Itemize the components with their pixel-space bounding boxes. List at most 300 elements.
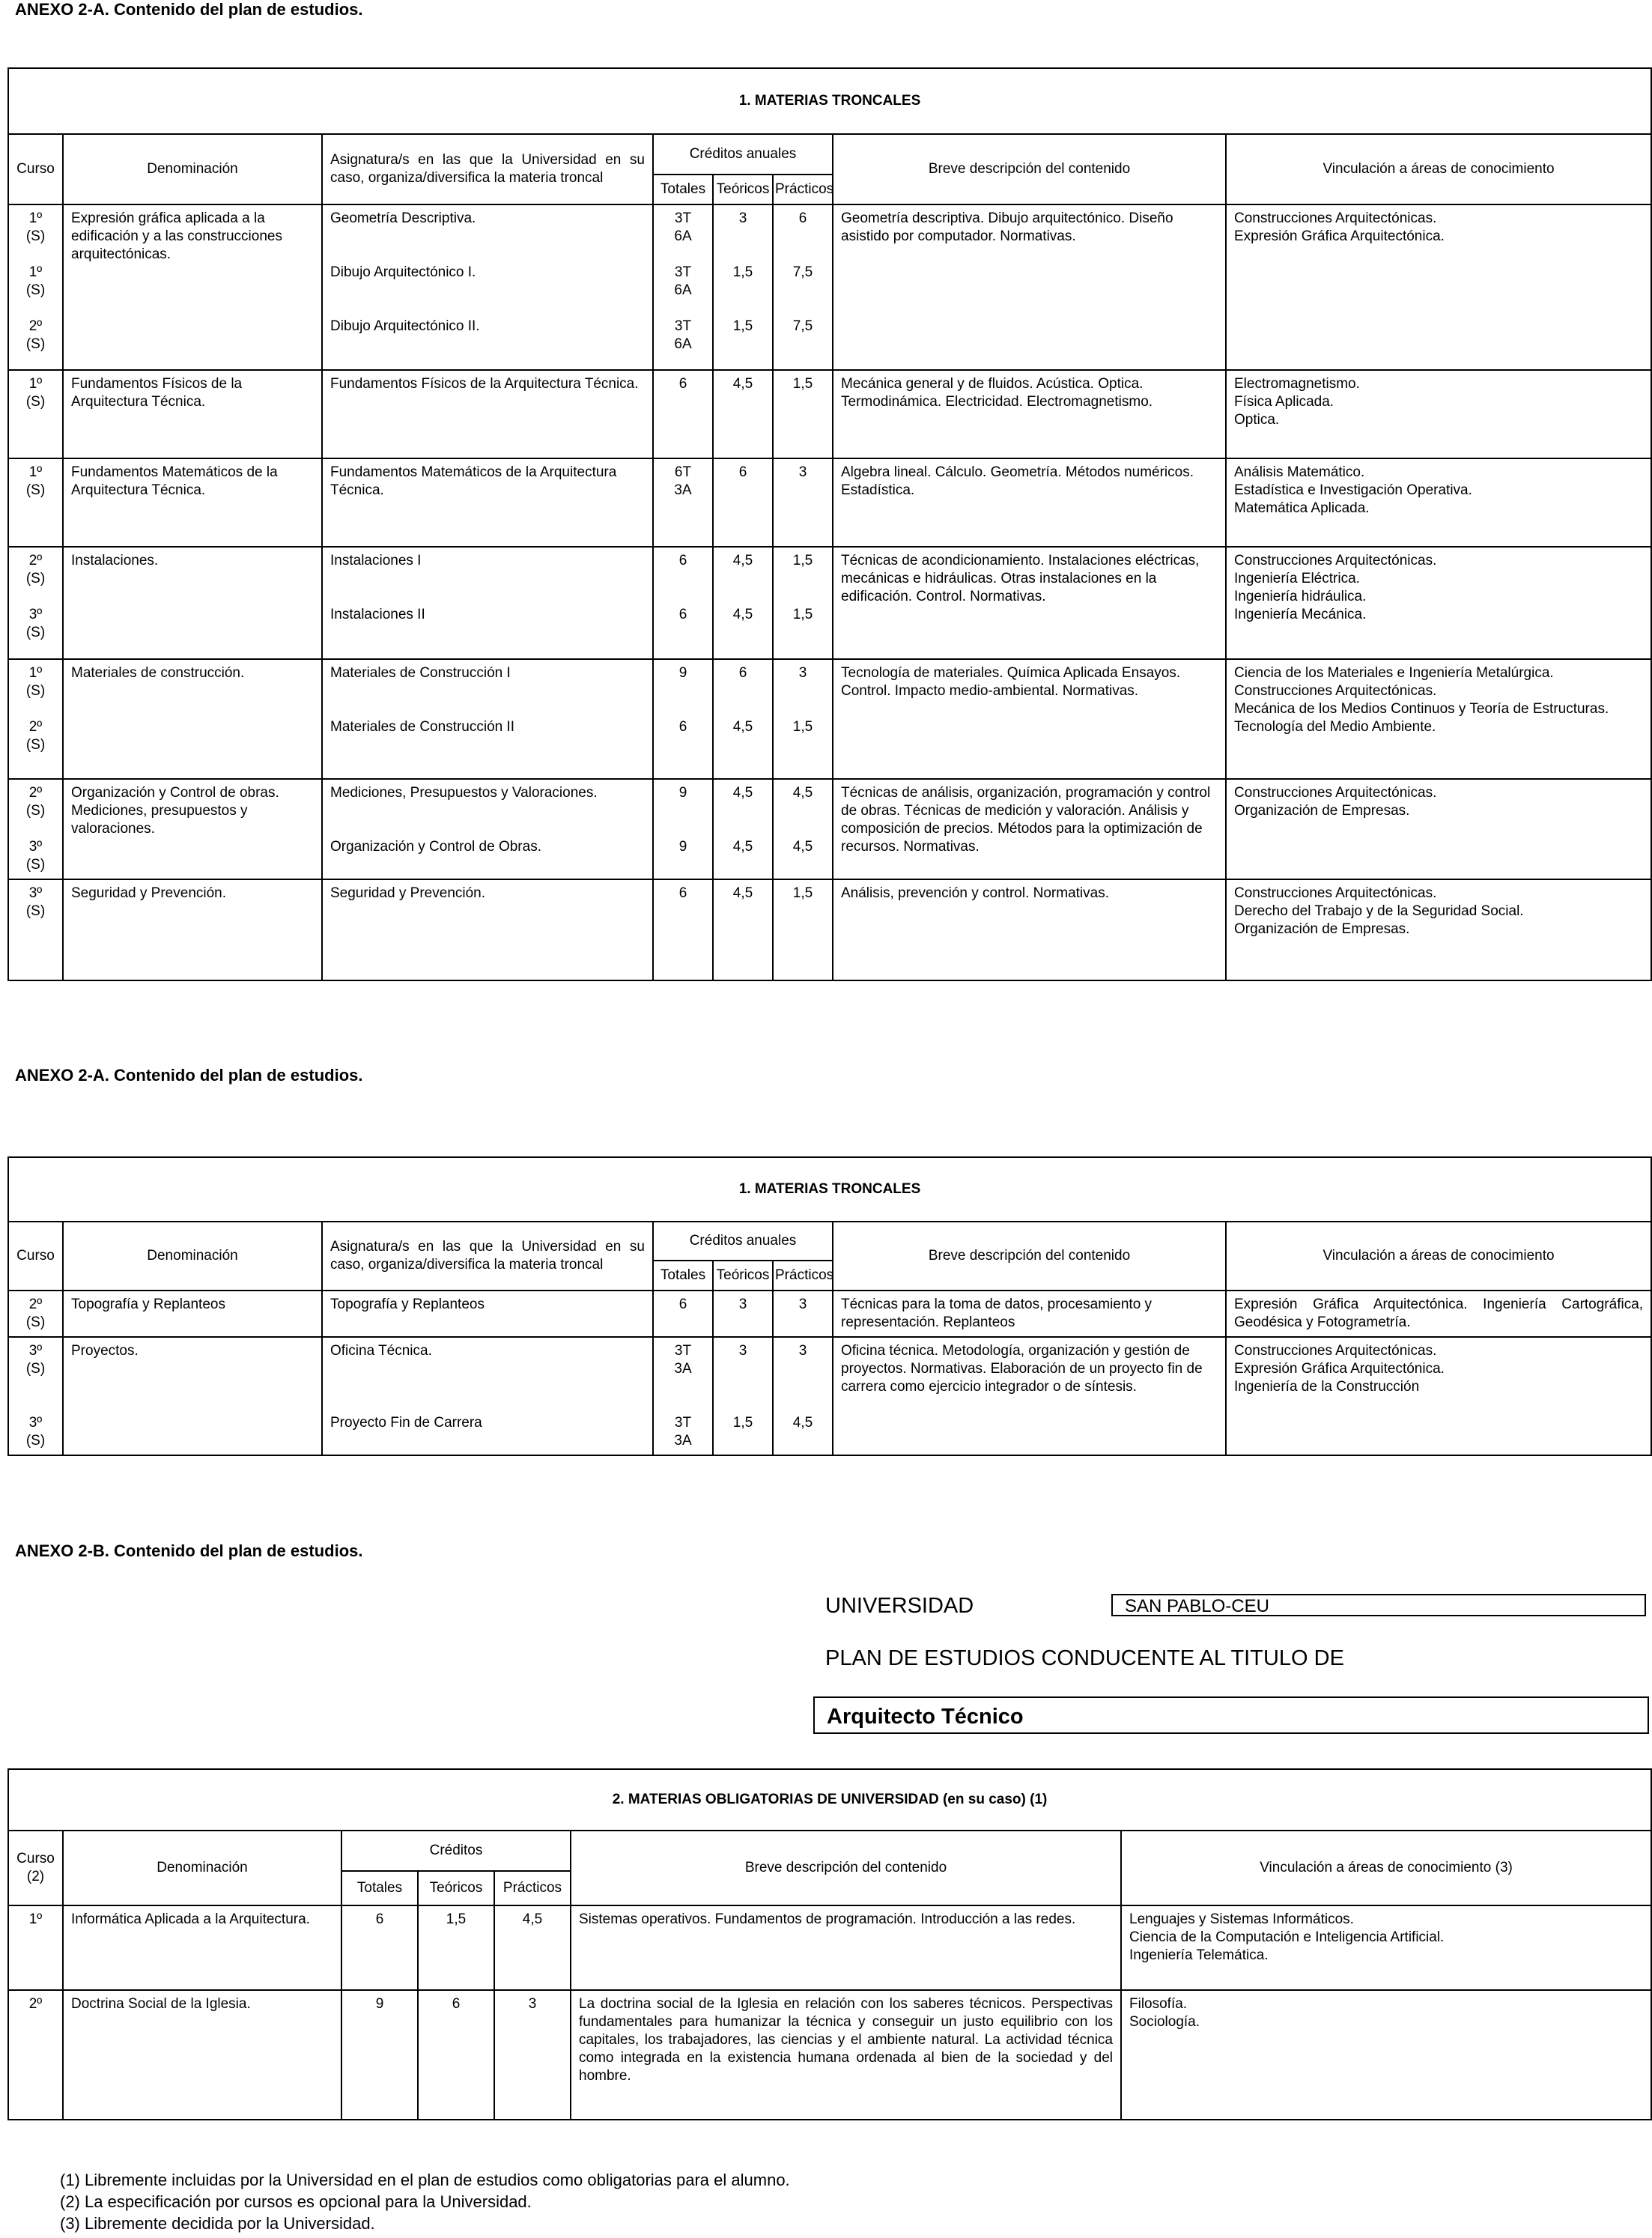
universidad-name: SAN PABLO-CEU xyxy=(1111,1594,1646,1616)
teoricos-value: 4,5 xyxy=(732,885,753,901)
teoricos-value xyxy=(721,682,765,700)
curso-value: 1º xyxy=(28,210,43,226)
totales-value: 3T xyxy=(674,318,692,334)
asignatura-value xyxy=(330,736,645,754)
descripcion-value: Geometría descriptiva. Dibujo arquitectónico. Diseño asistido por computador. Normativas. xyxy=(841,210,1173,244)
curso-value: 2º xyxy=(28,719,43,735)
teoricos-cell xyxy=(713,458,773,547)
practicos-cell xyxy=(494,1990,571,2120)
teoricos-value xyxy=(721,700,765,718)
totales-value: 6 xyxy=(678,719,687,735)
teoricos-value: 1,5 xyxy=(732,318,753,334)
vinculacion-cell xyxy=(1226,547,1651,659)
header-denominacion: Denominación xyxy=(63,134,322,204)
practicos-cell xyxy=(773,659,833,779)
vinculacion-cell xyxy=(1226,458,1651,547)
curso-value: (S) xyxy=(25,282,46,298)
asignatura-cell xyxy=(322,779,653,879)
teoricos-value xyxy=(721,336,765,354)
denominacion-cell xyxy=(63,1337,322,1455)
asignatura-value xyxy=(330,820,645,838)
practicos-cell xyxy=(773,204,833,370)
denominacion-value: Organización y Control de obras. Mediciones, presupuestos y valoraciones. xyxy=(71,785,279,837)
curso-cell xyxy=(8,659,63,779)
practicos-value xyxy=(781,856,825,874)
vinculacion-value: Mecánica de los Medios Continuos y Teoría de Estructuras. xyxy=(1234,701,1609,717)
denominacion-cell xyxy=(63,1291,322,1337)
descripcion-value: Técnicas de acondicionamiento. Instalaciones eléctricas, mecánicas e hidráulicas. Otras instalaciones en la edificación. Control. Normativas. xyxy=(841,553,1200,604)
totales-value: 3T xyxy=(674,210,692,226)
teoricos-cell xyxy=(418,1905,494,1990)
curso-value xyxy=(16,820,55,838)
teoricos-cell xyxy=(713,1291,773,1337)
section-heading-a1: ANEXO 2-A. Contenido del plan de estudios. xyxy=(15,0,363,19)
vinculacion-value: Estadística e Investigación Operativa. xyxy=(1234,482,1472,498)
teoricos-cell xyxy=(713,659,773,779)
teoricos-value: 4,5 xyxy=(732,607,753,622)
header-asignatura: Asignatura/s en las que la Universidad en su caso, organiza/diversifica la materia troncal xyxy=(322,1222,653,1291)
practicos-value: 3 xyxy=(798,464,807,480)
teoricos-value xyxy=(721,802,765,820)
header-creditos: Créditos xyxy=(341,1831,571,1871)
denominacion-cell xyxy=(63,779,322,879)
descripcion-value: Sistemas operativos. Fundamentos de programación. Introducción a las redes. xyxy=(579,1911,1076,1927)
header-curso: Curso xyxy=(8,1222,63,1291)
teoricos-value xyxy=(721,820,765,838)
practicos-value xyxy=(781,570,825,588)
teoricos-cell xyxy=(713,1337,773,1455)
totales-value: 9 xyxy=(678,839,687,855)
descripcion-cell xyxy=(833,547,1226,659)
totales-value: 3T xyxy=(674,264,692,280)
practicos-value xyxy=(781,246,825,264)
materias-troncales-table-2 xyxy=(7,1156,1652,1456)
totales-value xyxy=(661,820,705,838)
curso-cell xyxy=(8,879,63,980)
header-practicos: Prácticos xyxy=(773,175,833,204)
teoricos-value xyxy=(721,1378,765,1396)
vinculacion-cell xyxy=(1121,1990,1651,2120)
table-row xyxy=(8,879,1651,980)
descripcion-value: Algebra lineal. Cálculo. Geometría. Métodos numéricos. Estadística. xyxy=(841,464,1194,498)
practicos-value: 4,5 xyxy=(792,785,813,801)
denominacion-value: Seguridad y Prevención. xyxy=(71,885,227,901)
vinculacion-value: Optica. xyxy=(1234,412,1280,428)
header-curso: Curso xyxy=(8,134,63,204)
denominacion-value: Informática Aplicada a la Arquitectura. xyxy=(71,1911,310,1927)
footnote-1: (1) Libremente incluidas por la Universidad en el plan de estudios como obligatorias para el alumno. xyxy=(60,2171,790,2189)
vinculacion-value: Derecho del Trabajo y de la Seguridad Social. xyxy=(1234,903,1524,919)
totales-value: 6 xyxy=(678,885,687,901)
footnote-3: (3) Libremente decidida por la Universidad. xyxy=(60,2214,375,2233)
vinculacion-value: Análisis Matemático. xyxy=(1234,464,1365,480)
practicos-value: 6 xyxy=(798,210,807,226)
vinculacion-value: Ingeniería de la Construcción xyxy=(1234,1379,1420,1395)
teoricos-value: 6 xyxy=(452,1996,461,2012)
teoricos-value: 3 xyxy=(738,210,747,226)
vinculacion-value: Expresión Gráfica Arquitectónica. xyxy=(1234,1361,1445,1377)
asignatura-cell xyxy=(322,1291,653,1337)
teoricos-value: 3 xyxy=(738,1297,747,1312)
table-row xyxy=(8,779,1651,879)
teoricos-cell xyxy=(713,779,773,879)
totales-value xyxy=(661,588,705,606)
teoricos-value: 4,5 xyxy=(732,839,753,855)
totales-value: 6 xyxy=(375,1911,384,1927)
practicos-value xyxy=(781,682,825,700)
denominacion-cell xyxy=(63,458,322,547)
teoricos-value: 4,5 xyxy=(732,719,753,735)
vinculacion-value: Ingeniería Eléctrica. xyxy=(1234,571,1360,586)
vinculacion-value: Organización de Empresas. xyxy=(1234,921,1410,937)
vinculacion-value: Ciencia de la Computación e Inteligencia Artificial. xyxy=(1129,1929,1445,1945)
curso-value: 1º xyxy=(28,376,43,392)
asignatura-value xyxy=(330,802,645,820)
table-row xyxy=(8,1291,1651,1337)
totales-value xyxy=(661,1378,705,1396)
header-descripcion: Breve descripción del contenido xyxy=(833,134,1226,204)
practicos-value xyxy=(781,700,825,718)
teoricos-value: 3 xyxy=(738,1343,747,1359)
teoricos-value xyxy=(721,856,765,874)
asignatura-value: Dibujo Arquitectónico II. xyxy=(330,318,480,334)
vinculacion-value: Física Aplicada. xyxy=(1234,394,1334,410)
table-title: 1. MATERIAS TRONCALES xyxy=(8,1157,1651,1222)
totales-value xyxy=(661,802,705,820)
totales-value xyxy=(661,570,705,588)
asignatura-value xyxy=(330,588,645,606)
totales-value: 9 xyxy=(678,665,687,681)
header-vinculacion: Vinculación a áreas de conocimiento (3) xyxy=(1121,1831,1651,1905)
curso-value: (S) xyxy=(25,336,46,352)
practicos-cell xyxy=(773,458,833,547)
table-row xyxy=(8,547,1651,659)
curso-value: 3º xyxy=(28,839,43,855)
curso-value: 2º xyxy=(28,1297,43,1312)
asignatura-value xyxy=(330,246,645,264)
descripcion-value: Oficina técnica. Metodología, organización y gestión de proyectos. Normativas. Elaboración de un proyecto fin de carrera como ejercicio integrador o de síntesis. xyxy=(841,1343,1203,1395)
totales-cell xyxy=(341,1905,418,1990)
totales-value xyxy=(661,1396,705,1414)
vinculacion-value: Filosofía. xyxy=(1129,1996,1188,2012)
totales-value: 6A xyxy=(674,282,692,298)
descripcion-cell xyxy=(833,779,1226,879)
curso-value: (S) xyxy=(25,857,46,873)
totales-value: 6 xyxy=(678,607,687,622)
denominacion-value: Doctrina Social de la Iglesia. xyxy=(71,1996,251,2012)
asignatura-value: Dibujo Arquitectónico I. xyxy=(330,264,476,280)
descripcion-cell xyxy=(833,659,1226,779)
totales-cell xyxy=(653,879,713,980)
practicos-value xyxy=(781,802,825,820)
curso-value xyxy=(16,246,55,264)
practicos-value: 4,5 xyxy=(522,1911,543,1927)
practicos-value xyxy=(781,624,825,642)
asignatura-value: Seguridad y Prevención. xyxy=(330,885,486,901)
table-title: 2. MATERIAS OBLIGATORIAS DE UNIVERSIDAD (en su caso) (1) xyxy=(8,1769,1651,1831)
header-practicos: Prácticos xyxy=(494,1871,571,1905)
header-teoricos: Teóricos xyxy=(713,1261,773,1291)
descripcion-cell xyxy=(571,1905,1121,1990)
header-curso-note: (2) xyxy=(26,1869,45,1884)
header-denominacion: Denominación xyxy=(63,1831,341,1905)
descripcion-cell xyxy=(833,879,1226,980)
teoricos-value xyxy=(721,246,765,264)
header-vinculacion: Vinculación a áreas de conocimiento xyxy=(1226,1222,1651,1291)
asignatura-value xyxy=(330,1432,645,1450)
practicos-value xyxy=(781,228,825,246)
curso-cell xyxy=(8,1905,63,1990)
practicos-cell xyxy=(773,1291,833,1337)
teoricos-value xyxy=(721,1396,765,1414)
descripcion-value: Análisis, prevención y control. Normativas. xyxy=(841,885,1109,901)
titulo-box: Arquitecto Técnico xyxy=(813,1696,1649,1734)
asignatura-value xyxy=(330,228,645,246)
asignatura-value xyxy=(330,1378,645,1396)
section-heading-a2: ANEXO 2-A. Contenido del plan de estudios. xyxy=(15,1066,363,1085)
header-denominacion: Denominación xyxy=(63,1222,322,1291)
header-teoricos: Teóricos xyxy=(713,175,773,204)
teoricos-value: 4,5 xyxy=(732,376,753,392)
vinculacion-cell xyxy=(1226,659,1651,779)
practicos-value: 1,5 xyxy=(792,376,813,392)
teoricos-value: 1,5 xyxy=(732,1415,753,1431)
practicos-value: 4,5 xyxy=(792,1415,813,1431)
totales-value: 6T xyxy=(674,464,692,480)
denominacion-cell xyxy=(63,1905,341,1990)
curso-cell xyxy=(8,1337,63,1455)
practicos-cell xyxy=(773,779,833,879)
practicos-value: 7,5 xyxy=(792,264,813,280)
denominacion-value: Proyectos. xyxy=(71,1343,139,1359)
totales-cell xyxy=(653,204,713,370)
teoricos-value: 6 xyxy=(738,464,747,480)
curso-value: (S) xyxy=(25,228,46,244)
practicos-value: 7,5 xyxy=(792,318,813,334)
denominacion-value: Fundamentos Matemáticos de la Arquitectura Técnica. xyxy=(71,464,278,498)
totales-value xyxy=(661,300,705,318)
vinculacion-value: Construcciones Arquitectónicas. xyxy=(1234,785,1437,801)
asignatura-value: Proyecto Fin de Carrera xyxy=(330,1415,482,1431)
totales-value: 6A xyxy=(674,336,692,352)
vinculacion-value: Construcciones Arquitectónicas. xyxy=(1234,885,1437,901)
header-descripcion: Breve descripción del contenido xyxy=(833,1222,1226,1291)
header-creditos-anuales: Créditos anuales xyxy=(653,1222,833,1261)
table-title: 1. MATERIAS TRONCALES xyxy=(8,68,1651,134)
vinculacion-value: Sociología. xyxy=(1129,2014,1200,2030)
asignatura-cell xyxy=(322,547,653,659)
teoricos-value: 4,5 xyxy=(732,785,753,801)
asignatura-value xyxy=(330,1396,645,1414)
asignatura-value xyxy=(330,1360,645,1378)
curso-cell xyxy=(8,1990,63,2120)
asignatura-cell xyxy=(322,879,653,980)
curso-value: (S) xyxy=(25,903,46,919)
descripcion-cell xyxy=(833,1291,1226,1337)
totales-cell xyxy=(653,547,713,659)
header-totales: Totales xyxy=(653,1261,713,1291)
teoricos-cell xyxy=(713,547,773,659)
totales-value: 3A xyxy=(674,1361,692,1377)
header-creditos-anuales: Créditos anuales xyxy=(653,134,833,175)
footnote-2: (2) La especificación por cursos es opcional para la Universidad. xyxy=(60,2192,532,2211)
curso-cell xyxy=(8,458,63,547)
descripcion-value: Mecánica general y de fluidos. Acústica. Optica. Termodinámica. Electricidad. Electromagnetismo. xyxy=(841,376,1153,410)
header-teoricos: Teóricos xyxy=(418,1871,494,1905)
vinculacion-value: Construcciones Arquitectónicas. xyxy=(1234,1343,1437,1359)
curso-value: 3º xyxy=(28,885,43,901)
curso-value: 1º xyxy=(28,1911,43,1927)
curso-value: (S) xyxy=(25,737,46,753)
totales-cell xyxy=(653,1337,713,1455)
descripcion-cell xyxy=(833,458,1226,547)
asignatura-value: Instalaciones I xyxy=(330,553,422,568)
practicos-value xyxy=(781,1360,825,1378)
vinculacion-value: Tecnología del Medio Ambiente. xyxy=(1234,719,1436,735)
vinculacion-cell xyxy=(1226,370,1651,458)
practicos-value xyxy=(781,588,825,606)
vinculacion-value: Organización de Empresas. xyxy=(1234,803,1410,819)
table-row xyxy=(8,659,1651,779)
denominacion-cell xyxy=(63,659,322,779)
totales-value xyxy=(661,682,705,700)
curso-value: 1º xyxy=(28,264,43,280)
practicos-value xyxy=(781,820,825,838)
asignatura-cell xyxy=(322,1337,653,1455)
table-row xyxy=(8,458,1651,547)
universidad-label: UNIVERSIDAD xyxy=(825,1594,974,1618)
practicos-value xyxy=(781,1432,825,1450)
denominacion-cell xyxy=(63,547,322,659)
curso-value: (S) xyxy=(25,394,46,410)
vinculacion-value: Ingeniería hidráulica. xyxy=(1234,589,1367,604)
totales-value: 6 xyxy=(678,376,687,392)
curso-value: (S) xyxy=(25,803,46,819)
descripcion-value: Técnicas para la toma de datos, procesamiento y representación. Replanteos xyxy=(841,1297,1153,1330)
asignatura-cell xyxy=(322,458,653,547)
curso-value: 1º xyxy=(28,464,43,480)
curso-value: (S) xyxy=(25,683,46,699)
denominacion-cell xyxy=(63,370,322,458)
totales-cell xyxy=(653,370,713,458)
practicos-value: 3 xyxy=(528,1996,537,2012)
asignatura-value xyxy=(330,300,645,318)
descripcion-cell xyxy=(833,1337,1226,1455)
totales-value: 3A xyxy=(674,1433,692,1449)
asignatura-value: Instalaciones II xyxy=(330,607,425,622)
totales-value xyxy=(661,624,705,642)
teoricos-value xyxy=(721,736,765,754)
totales-value xyxy=(661,736,705,754)
practicos-value xyxy=(781,1378,825,1396)
asignatura-value xyxy=(330,700,645,718)
teoricos-value xyxy=(721,1432,765,1450)
table-row xyxy=(8,370,1651,458)
asignatura-value xyxy=(330,336,645,354)
practicos-value: 3 xyxy=(798,1297,807,1312)
header-curso xyxy=(8,1831,63,1905)
practicos-value: 1,5 xyxy=(792,553,813,568)
materias-obligatorias-table xyxy=(7,1768,1652,2120)
asignatura-value xyxy=(330,624,645,642)
practicos-cell xyxy=(773,1337,833,1455)
vinculacion-cell xyxy=(1226,1337,1651,1455)
practicos-cell xyxy=(494,1905,571,1990)
practicos-cell xyxy=(773,879,833,980)
section-heading-b: ANEXO 2-B. Contenido del plan de estudios. xyxy=(15,1541,363,1560)
asignatura-value: Fundamentos Físicos de la Arquitectura Técnica. xyxy=(330,376,639,392)
curso-value xyxy=(16,300,55,318)
teoricos-value xyxy=(721,300,765,318)
materias-troncales-table-1 xyxy=(7,67,1652,981)
denominacion-cell xyxy=(63,204,322,370)
asignatura-value xyxy=(330,856,645,874)
denominacion-cell xyxy=(63,1990,341,2120)
curso-cell xyxy=(8,204,63,370)
curso-value: 3º xyxy=(28,1343,43,1359)
teoricos-value: 1,5 xyxy=(732,264,753,280)
teoricos-value: 1,5 xyxy=(446,1911,467,1927)
vinculacion-cell xyxy=(1226,879,1651,980)
practicos-value: 1,5 xyxy=(792,607,813,622)
curso-value: 2º xyxy=(28,553,43,568)
vinculacion-value: Expresión Gráfica Arquitectónica. Ingeniería Cartográfica, Geodésica y Fotogrametría. xyxy=(1234,1297,1644,1330)
totales-value: 6A xyxy=(674,228,692,244)
header-vinculacion: Vinculación a áreas de conocimiento xyxy=(1226,134,1651,204)
teoricos-value: 6 xyxy=(738,665,747,681)
curso-value: (S) xyxy=(25,1361,46,1377)
totales-value: 6 xyxy=(678,1297,687,1312)
curso-value: (S) xyxy=(25,571,46,586)
footnotes xyxy=(60,2169,790,2234)
curso-value: (S) xyxy=(25,482,46,498)
vinculacion-value: Construcciones Arquitectónicas. xyxy=(1234,553,1437,568)
teoricos-cell xyxy=(713,370,773,458)
curso-value xyxy=(16,588,55,606)
curso-value xyxy=(16,1396,55,1414)
asignatura-value: Topografía y Replanteos xyxy=(330,1297,485,1312)
vinculacion-value: Electromagnetismo. xyxy=(1234,376,1360,392)
totales-value: 6 xyxy=(678,553,687,568)
descripcion-value: Tecnología de materiales. Química Aplicada Ensayos. Control. Impacto medio-ambiental. Normativas. xyxy=(841,665,1181,699)
totales-cell xyxy=(653,779,713,879)
totales-cell xyxy=(653,1291,713,1337)
curso-value: (S) xyxy=(25,1433,46,1449)
curso-value: 2º xyxy=(28,318,43,334)
asignatura-value: Organización y Control de Obras. xyxy=(330,839,541,855)
header-curso-label: Curso xyxy=(16,1851,55,1866)
practicos-cell xyxy=(773,547,833,659)
teoricos-cell xyxy=(713,204,773,370)
totales-value xyxy=(661,246,705,264)
practicos-value xyxy=(781,336,825,354)
table-row xyxy=(8,1990,1651,2120)
descripcion-cell xyxy=(571,1990,1121,2120)
practicos-value: 1,5 xyxy=(792,719,813,735)
header-totales: Totales xyxy=(653,175,713,204)
vinculacion-value: Lenguajes y Sistemas Informáticos. xyxy=(1129,1911,1354,1927)
header-practicos: Prácticos xyxy=(773,1261,833,1291)
totales-value xyxy=(661,700,705,718)
practicos-value: 4,5 xyxy=(792,839,813,855)
descripcion-cell xyxy=(833,370,1226,458)
vinculacion-value: Ingeniería Telemática. xyxy=(1129,1947,1269,1963)
practicos-value xyxy=(781,300,825,318)
asignatura-value xyxy=(330,682,645,700)
practicos-value: 3 xyxy=(798,665,807,681)
asignatura-value: Oficina Técnica. xyxy=(330,1343,432,1359)
totales-cell xyxy=(653,458,713,547)
